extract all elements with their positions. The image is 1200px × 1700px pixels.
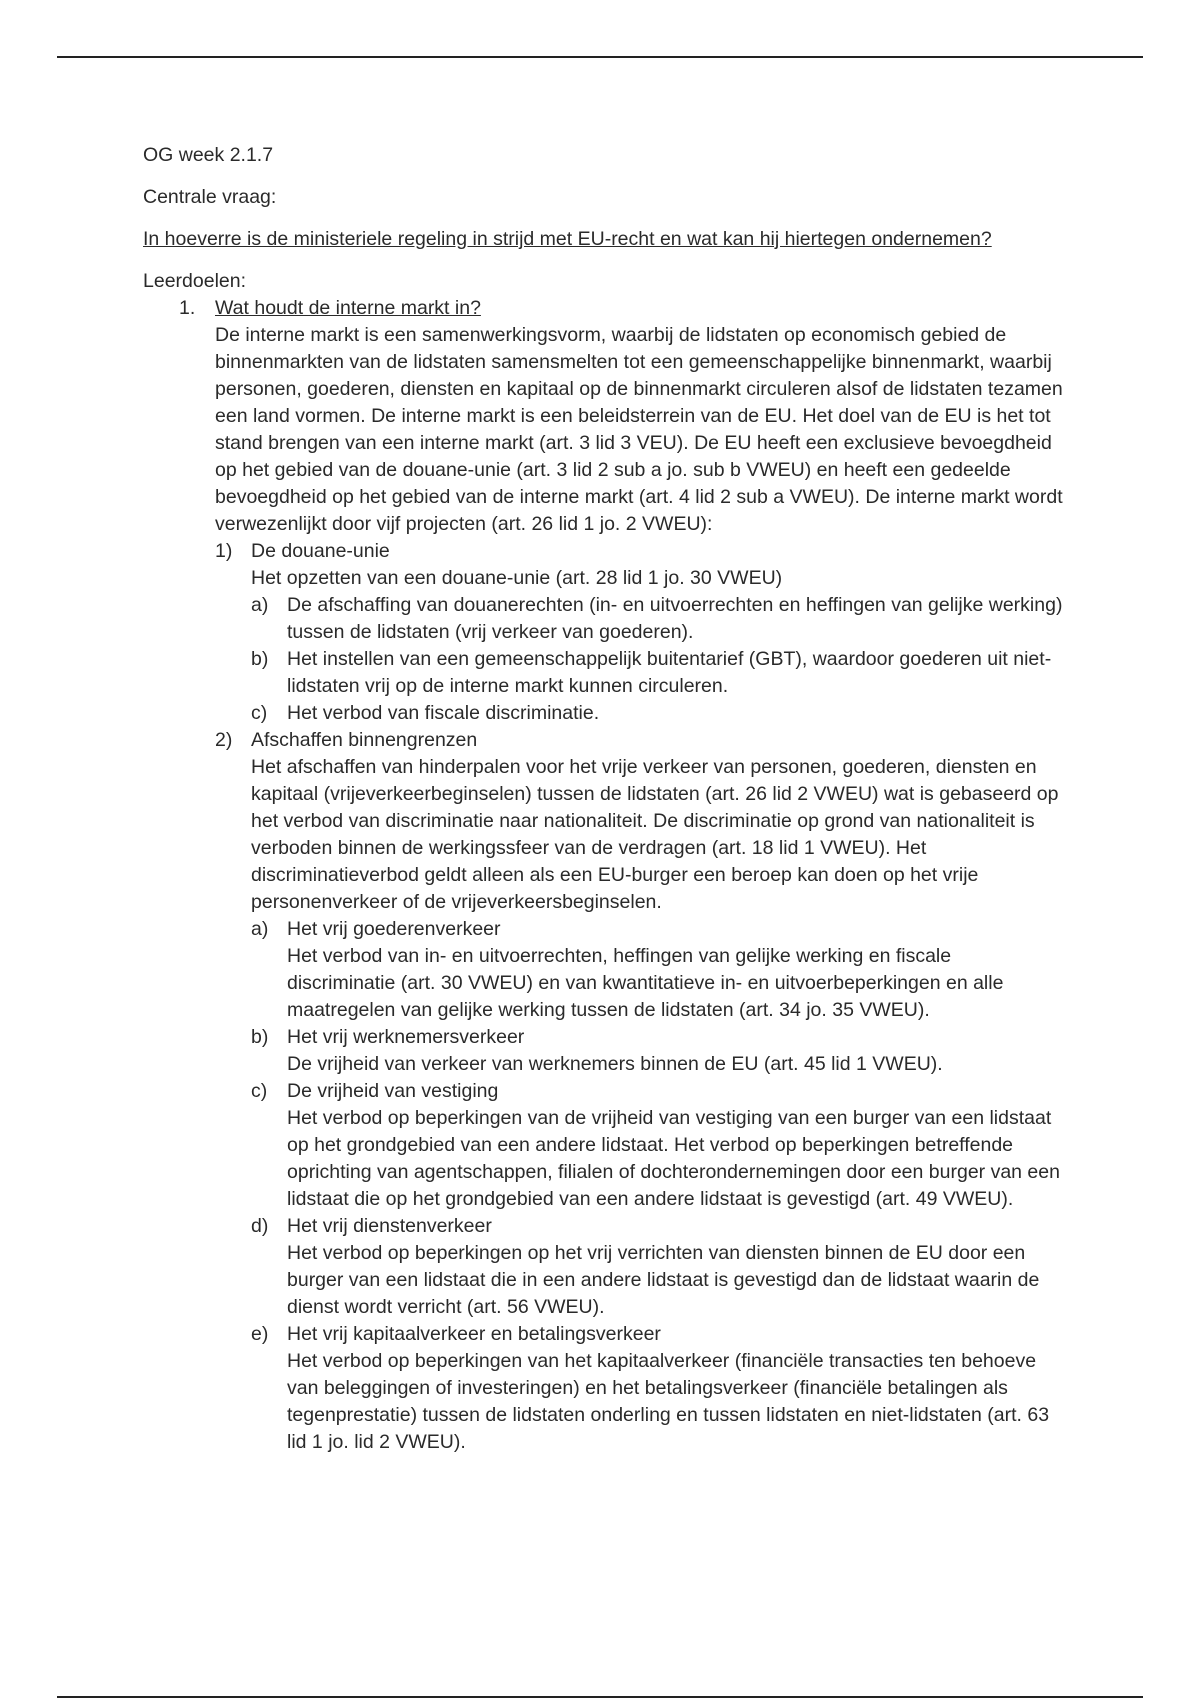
item-letter: c) — [251, 1080, 268, 1102]
list-item — [251, 1321, 1063, 1456]
item-text: De vrijheid van verkeer van werknemers binnen de EU (art. 45 lid 1 VWEU). — [287, 1053, 943, 1075]
project-2-heading: Afschaffen binnengrenzen — [251, 729, 478, 751]
item-heading: Het vrij dienstenverkeer — [287, 1215, 492, 1237]
top-rule — [57, 56, 1143, 58]
item-letter: a) — [251, 918, 269, 940]
list-item — [251, 916, 1063, 1024]
goal-1-number: 1. — [179, 297, 196, 319]
item-letter: d) — [251, 1215, 269, 1237]
item-letter: a) — [251, 594, 269, 616]
learning-goals-label: Leerdoelen: — [143, 270, 247, 292]
item-text: Het verbod van in- en uitvoerrechten, heffingen van gelijke werking en fiscale discriminatie (art. 30 VWEU) en van kwantitatieve in- en uitvoerbeperkingen en alle maatregelen van gelijke werking tussen de lidstaten (art. 34 jo. 35 VWEU). — [287, 945, 1004, 1021]
item-letter: b) — [251, 1026, 269, 1048]
central-question: In hoeverre is de ministeriele regeling in strijd met EU-recht en wat kan hij hiertegen ondernemen? — [143, 228, 992, 250]
item-text: Het verbod op beperkingen van het kapitaalverkeer (financiële transacties ten behoeve van beleggingen of investeringen) en het betalingsverkeer (financiële betalingen als tegenprestatie) tussen de lidstaten onderling en tussen lidstaten en niet-lidstaten (art. 63 lid 1 jo. lid 2 VWEU). — [287, 1350, 1050, 1453]
list-item — [251, 592, 1063, 646]
project-1-number: 1) — [215, 540, 233, 562]
project-2 — [215, 727, 1063, 1456]
project-1 — [215, 538, 1063, 727]
item-text: Het verbod van fiscale discriminatie. — [287, 702, 600, 724]
item-letter: c) — [251, 702, 268, 724]
item-text: Het verbod op beperkingen op het vrij verrichten van diensten binnen de EU door een burger van een lidstaat die in een andere lidstaat is gevestigd dan de lidstaat waarin de dienst wordt verricht (art. 56 VWEU). — [287, 1242, 1040, 1318]
item-heading: Het vrij kapitaalverkeer en betalingsverkeer — [287, 1323, 661, 1345]
goal-1-text: De interne markt is een samenwerkingsvorm, waarbij de lidstaten op economisch gebied de binnenmarkten van de lidstaten samensmelten tot een gemeenschappelijke binnenmarkt, waarbij personen, goederen, diensten en kapitaal op de binnenmarkt circuleren alsof de lidstaten tezamen een land vormen. De interne markt is een beleidsterrein van de EU. Het doel van de EU is het tot stand brengen van een interne markt (art. 3 lid 3 VEU). De EU heeft een exclusieve bevoegdheid op het gebied van de douane-unie (art. 3 lid 2 sub a jo. sub b VWEU) en heeft een gedeelde bevoegdheid op het gebied van de interne markt (art. 4 lid 2 sub a VWEU). De interne markt wordt verwezenlijkt door vijf projecten (art. 26 lid 1 jo. 2 VWEU): — [215, 324, 1063, 535]
list-item — [251, 1213, 1063, 1321]
list-item — [251, 1078, 1063, 1213]
item-text: De afschaffing van douanerechten (in- en uitvoerrechten en heffingen van gelijke werking) tussen de lidstaten (vrij verkeer van goederen). — [287, 594, 1063, 643]
project-1-heading: De douane-unie — [251, 540, 390, 562]
project-2-number: 2) — [215, 729, 233, 751]
list-item — [251, 646, 1063, 700]
item-text: Het instellen van een gemeenschappelijk buitentarief (GBT), waardoor goederen uit niet-lidstaten vrij op de interne markt kunnen circuleren. — [287, 648, 1052, 697]
central-question-label: Centrale vraag: — [143, 186, 277, 208]
project-2-text: Het afschaffen van hinderpalen voor het vrije verkeer van personen, goederen, diensten en kapitaal (vrijeverkeerbeginselen) tussen de lidstaten (art. 26 lid 2 VWEU) wat is gebaseerd op het verbod van discriminatie naar nationaliteit. De discriminatie op grond van nationaliteit is verboden binnen de werkingssfeer van de verdragen (art. 18 lid 1 VWEU). Het discriminatieverbod geldt alleen als een EU-burger een beroep kan doen op het vrije personenverkeer of de vrijeverkeersbeginselen. — [251, 756, 1059, 913]
list-item — [251, 1024, 1063, 1078]
item-heading: Het vrij goederenverkeer — [287, 918, 501, 940]
item-text: Het verbod op beperkingen van de vrijheid van vestiging van een burger van een lidstaat op het grondgebied van een andere lidstaat. Het verbod op beperkingen betreffende oprichting van agentschappen, filialen of dochterondernemingen door een burger van een lidstaat die op het grondgebied van een andere lidstaat is gevestigd (art. 49 VWEU). — [287, 1107, 1060, 1210]
document-page — [143, 142, 1063, 1456]
project-1-text: Het opzetten van een douane-unie (art. 28 lid 1 jo. 30 VWEU) — [251, 567, 783, 589]
list-item — [251, 700, 1063, 727]
goal-1-heading: Wat houdt de interne markt in? — [215, 297, 481, 319]
item-heading: Het vrij werknemersverkeer — [287, 1026, 525, 1048]
bottom-rule — [57, 1696, 1143, 1698]
goal-1 — [179, 295, 1063, 1456]
item-letter: b) — [251, 648, 269, 670]
document-title: OG week 2.1.7 — [143, 144, 274, 166]
item-heading: De vrijheid van vestiging — [287, 1080, 499, 1102]
item-letter: e) — [251, 1323, 269, 1345]
